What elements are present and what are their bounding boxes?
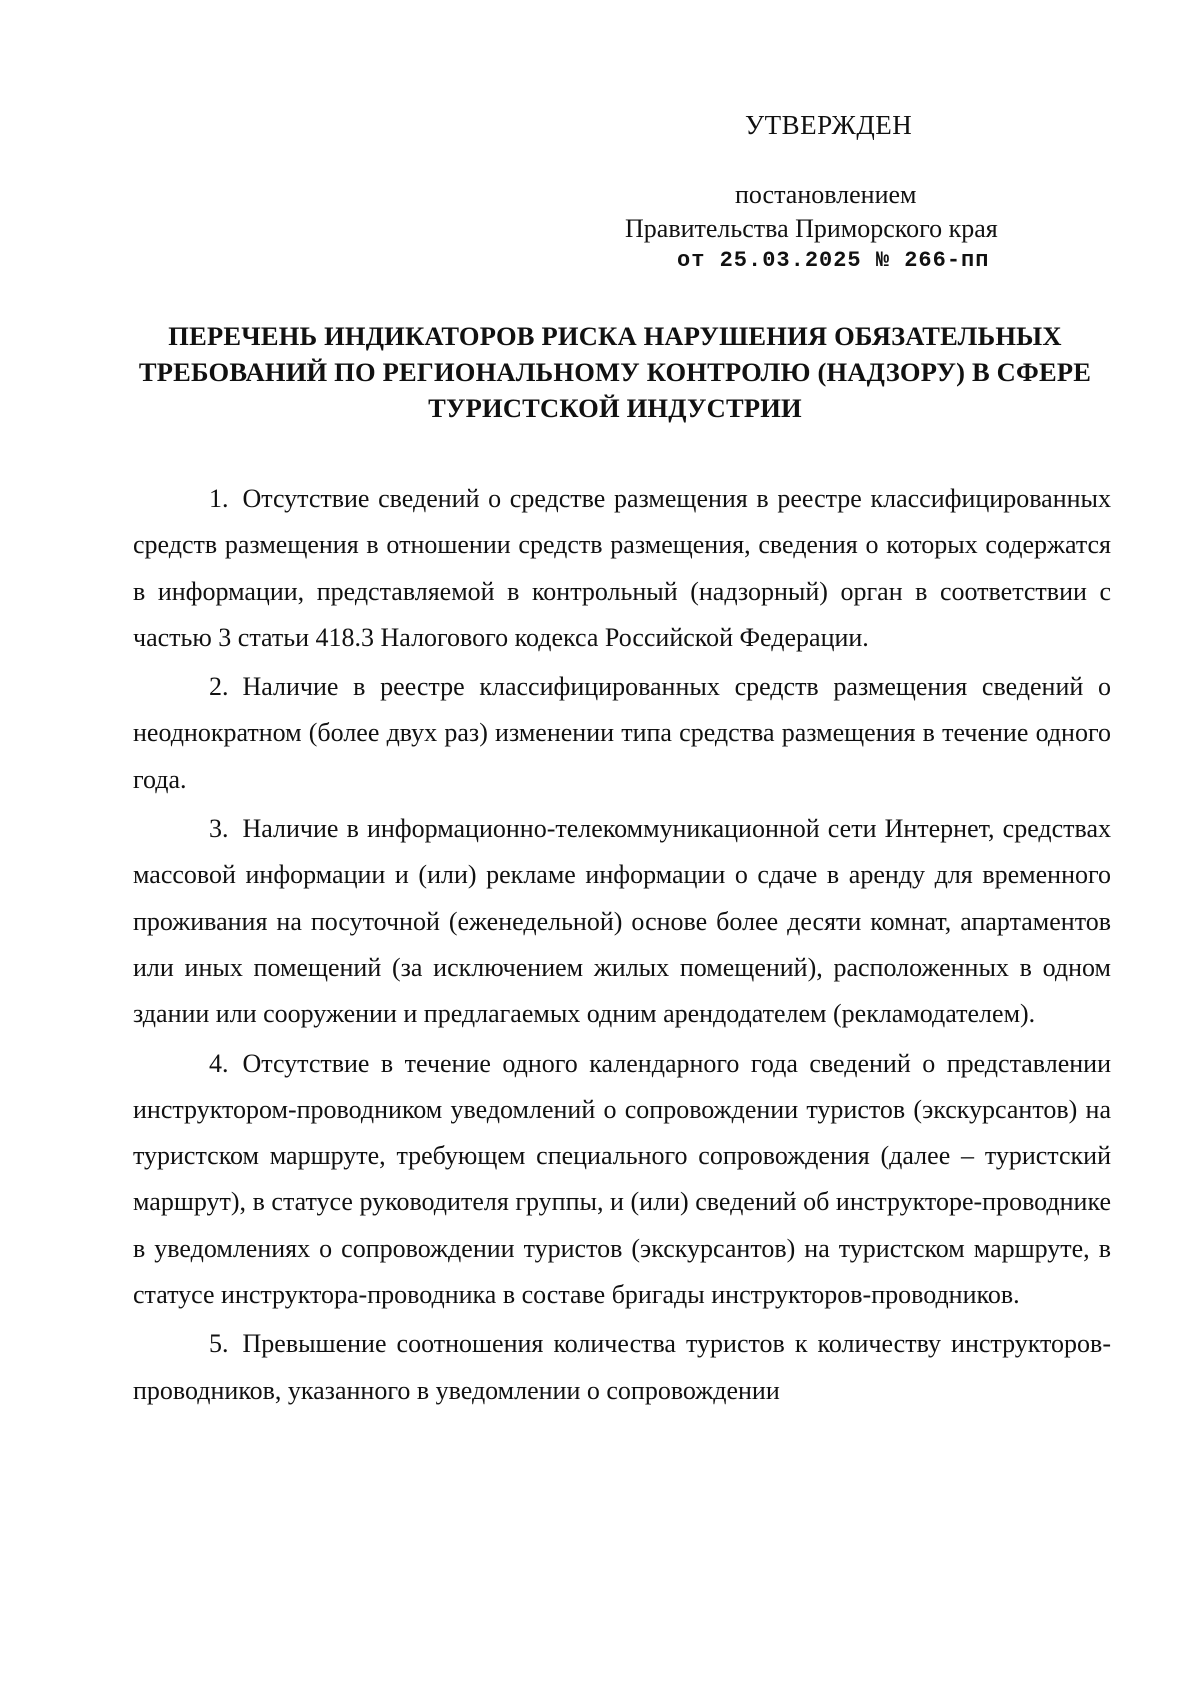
decree-number-date: от 25.03.2025 № 266-пп	[677, 248, 990, 273]
item-text: Отсутствие сведений о средстве размещения в реестре классифицированных средств размещения в отношении средств размещения, сведения о которых содержатся в информации, представляемой в контрольный (надзорный) орган в соответствии с частью 3 статьи 418.3 Налогового кодекса Российской Федерации.	[133, 484, 1111, 652]
document-title: ПЕРЕЧЕНЬ ИНДИКАТОРОВ РИСКА НАРУШЕНИЯ ОБЯЗАТЕЛЬНЫХ ТРЕБОВАНИЙ ПО РЕГИОНАЛЬНОМУ КОНТРОЛЮ (НАДЗОРУ) В СФЕРЕ ТУРИСТСКОЙ ИНДУСТРИИ	[138, 321, 1092, 423]
list-item	[133, 806, 1111, 1037]
item-number: 3.	[209, 814, 229, 844]
approval-heading: УТВЕРЖДЕН	[745, 110, 913, 140]
item-number: 5.	[209, 1329, 229, 1359]
item-text: Отсутствие в течение одного календарного года сведений о представлении инструктором-проводником уведомлений о сопровождении туристов (экскурсантов) на туристском маршруте, требующем специального сопровождения (далее – туристский маршрут), в статусе руководителя группы, и (или) сведений об инструкторе-проводнике в уведомлениях о сопровождении туристов (экскурсантов) на туристском маршруте, в статусе инструктора-проводника в составе бригады инструкторов-проводников.	[133, 1048, 1111, 1310]
list-item	[133, 664, 1111, 803]
list-item	[133, 1321, 1111, 1414]
item-text: Превышение соотношения количества туристов к количеству инструкторов-проводников, указанного в уведомлении о сопровождении	[133, 1329, 1111, 1405]
list-item	[133, 1041, 1111, 1319]
item-number: 1.	[209, 484, 229, 513]
item-number: 4.	[209, 1048, 229, 1078]
decree-line-2: Правительства Приморского края	[625, 214, 998, 243]
list-item	[133, 476, 1111, 661]
indicators-list	[133, 476, 1111, 1417]
item-text: Наличие в реестре классифицированных средств размещения сведений о неоднократном (более двух раз) изменении типа средства размещения в течение одного года.	[133, 672, 1111, 794]
item-text: Наличие в информационно-телекоммуникационной сети Интернет, средствах массовой информации и (или) рекламе информации о сдаче в аренду для временного проживания на посуточной (еженедельной) основе более десяти комнат, апартаментов или иных помещений (за исключением жилых помещений), расположенных в одном здании или сооружении и предлагаемых одним арендодателем (рекламодателем).	[133, 814, 1111, 1029]
decree-line-1: постановлением	[735, 180, 917, 209]
item-number: 2.	[209, 672, 229, 702]
